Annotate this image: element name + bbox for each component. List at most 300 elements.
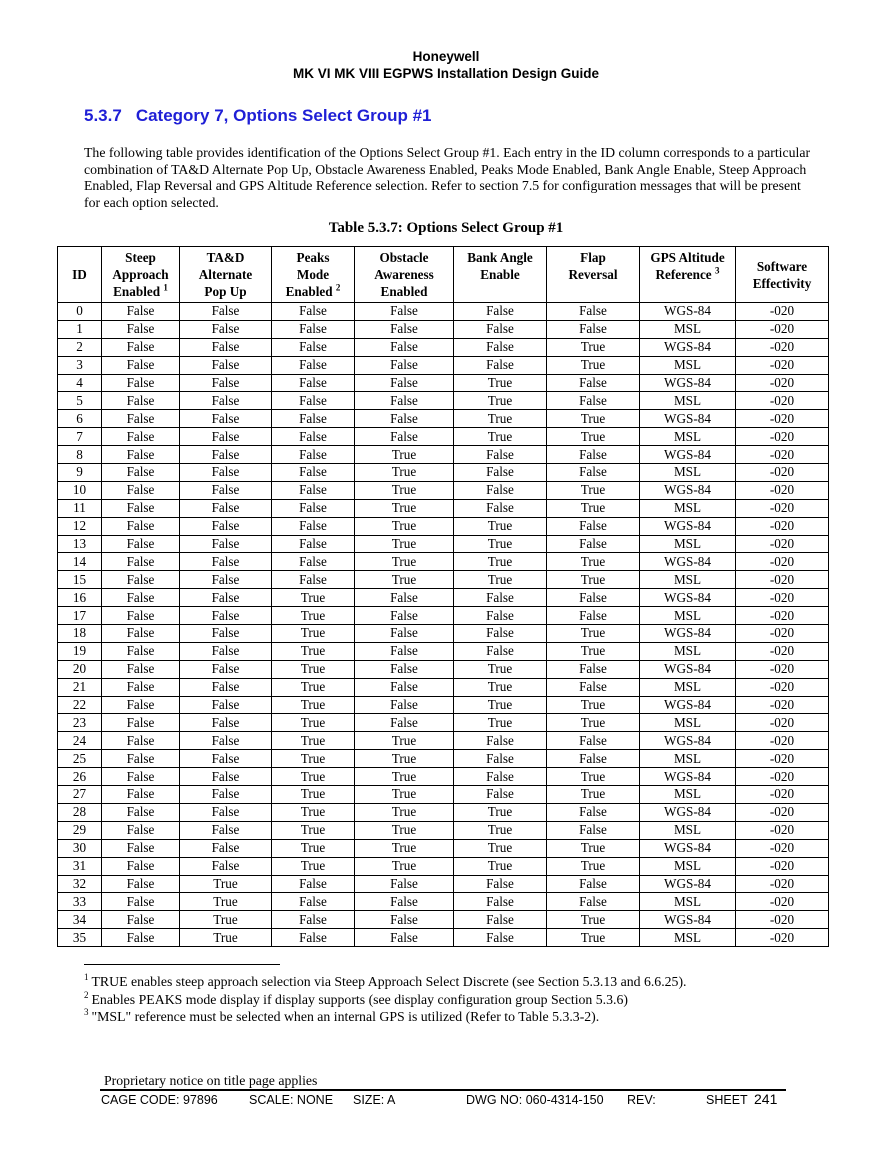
table-cell: True bbox=[547, 768, 640, 786]
table-cell: False bbox=[272, 893, 355, 911]
table-cell: False bbox=[355, 589, 454, 607]
header-bank-angle: Bank Angle Enable bbox=[454, 247, 547, 303]
table-cell: -020 bbox=[736, 803, 829, 821]
table-cell: -020 bbox=[736, 464, 829, 482]
table-cell: -020 bbox=[736, 410, 829, 428]
table-cell: False bbox=[102, 607, 180, 625]
table-cell: False bbox=[180, 303, 272, 321]
table-cell: False bbox=[102, 625, 180, 643]
table-cell: False bbox=[180, 786, 272, 804]
table-cell: False bbox=[102, 839, 180, 857]
table-cell: False bbox=[102, 571, 180, 589]
table-cell: False bbox=[547, 392, 640, 410]
table-cell: WGS-84 bbox=[640, 517, 736, 535]
table-cell: False bbox=[102, 446, 180, 464]
table-cell: True bbox=[272, 607, 355, 625]
table-cell: False bbox=[180, 320, 272, 338]
table-cell: MSL bbox=[640, 607, 736, 625]
table-cell: False bbox=[355, 911, 454, 929]
table-row bbox=[58, 803, 829, 821]
header-flap-reversal: Flap Reversal bbox=[547, 247, 640, 303]
revision: REV: bbox=[627, 1093, 656, 1107]
table-cell: False bbox=[454, 642, 547, 660]
table-cell: False bbox=[355, 625, 454, 643]
table-cell: False bbox=[102, 589, 180, 607]
table-row bbox=[58, 893, 829, 911]
table-cell: False bbox=[355, 929, 454, 947]
table-cell: False bbox=[180, 338, 272, 356]
table-cell: True bbox=[547, 571, 640, 589]
table-cell: False bbox=[102, 517, 180, 535]
header-peaks-mode: Peaks Mode Enabled $^2$ bbox=[272, 247, 355, 303]
table-cell: 29 bbox=[58, 821, 102, 839]
table-cell: -020 bbox=[736, 607, 829, 625]
header-obstacle-awareness: Obstacle Awareness Enabled bbox=[355, 247, 454, 303]
footnote-text: "MSL" reference must be selected when an internal GPS is utilized (Refer to Table 5.3.3-2). bbox=[91, 1009, 600, 1024]
table-cell: False bbox=[454, 750, 547, 768]
table-cell: 9 bbox=[58, 464, 102, 482]
table-cell: True bbox=[454, 374, 547, 392]
table-cell: True bbox=[355, 553, 454, 571]
table-cell: MSL bbox=[640, 571, 736, 589]
table-cell: False bbox=[180, 678, 272, 696]
table-cell: 16 bbox=[58, 589, 102, 607]
table-cell: 28 bbox=[58, 803, 102, 821]
table-cell: True bbox=[454, 714, 547, 732]
table-cell: True bbox=[355, 571, 454, 589]
table-cell: -020 bbox=[736, 660, 829, 678]
table-cell: 6 bbox=[58, 410, 102, 428]
table-cell: False bbox=[454, 464, 547, 482]
table-cell: 2 bbox=[58, 338, 102, 356]
table-cell: MSL bbox=[640, 678, 736, 696]
table-row bbox=[58, 660, 829, 678]
table-cell: False bbox=[102, 660, 180, 678]
table-cell: True bbox=[547, 911, 640, 929]
table-cell: False bbox=[454, 911, 547, 929]
table-cell: False bbox=[547, 660, 640, 678]
table-row bbox=[58, 499, 829, 517]
table-cell: True bbox=[355, 732, 454, 750]
table-cell: MSL bbox=[640, 356, 736, 374]
scale: SCALE: NONE bbox=[249, 1093, 334, 1107]
table-cell: WGS-84 bbox=[640, 803, 736, 821]
table-cell: True bbox=[272, 732, 355, 750]
table-cell: False bbox=[102, 303, 180, 321]
page-header bbox=[0, 48, 892, 82]
table-cell: True bbox=[272, 803, 355, 821]
table-cell: False bbox=[547, 320, 640, 338]
page-footer bbox=[101, 1093, 791, 1111]
table-cell: True bbox=[272, 768, 355, 786]
table-cell: MSL bbox=[640, 714, 736, 732]
table-cell: False bbox=[355, 678, 454, 696]
table-cell: False bbox=[547, 678, 640, 696]
table-cell: False bbox=[180, 571, 272, 589]
footnote-mark: 2 bbox=[84, 989, 89, 1000]
table-row bbox=[58, 642, 829, 660]
table-cell: False bbox=[102, 464, 180, 482]
sheet-label: SHEET bbox=[706, 1093, 748, 1107]
table-cell: WGS-84 bbox=[640, 696, 736, 714]
table-cell: MSL bbox=[640, 535, 736, 553]
document-title: MK VI MK VIII EGPWS Installation Design Guide bbox=[292, 66, 600, 81]
table-cell: False bbox=[180, 356, 272, 374]
table-cell: False bbox=[547, 893, 640, 911]
table-cell: -020 bbox=[736, 428, 829, 446]
table-cell: False bbox=[355, 875, 454, 893]
table-cell: False bbox=[272, 338, 355, 356]
table-cell: -020 bbox=[736, 589, 829, 607]
table-cell: False bbox=[102, 320, 180, 338]
table-cell: False bbox=[272, 303, 355, 321]
table-cell: False bbox=[272, 911, 355, 929]
header-id: ID bbox=[58, 247, 102, 303]
table-cell: False bbox=[102, 821, 180, 839]
header-tad-alternate: TA&D Alternate Pop Up bbox=[180, 247, 272, 303]
table-cell: False bbox=[454, 499, 547, 517]
table-row bbox=[58, 625, 829, 643]
table-cell: WGS-84 bbox=[640, 660, 736, 678]
table-cell: -020 bbox=[736, 911, 829, 929]
table-cell: -020 bbox=[736, 642, 829, 660]
table-cell: False bbox=[180, 446, 272, 464]
table-cell: False bbox=[547, 875, 640, 893]
table-cell: -020 bbox=[736, 392, 829, 410]
table-cell: MSL bbox=[640, 821, 736, 839]
table-cell: WGS-84 bbox=[640, 875, 736, 893]
table-cell: False bbox=[454, 732, 547, 750]
table-cell: False bbox=[547, 607, 640, 625]
table-cell: -020 bbox=[736, 553, 829, 571]
table-cell: False bbox=[102, 929, 180, 947]
table-cell: True bbox=[454, 678, 547, 696]
table-cell: False bbox=[454, 320, 547, 338]
table-cell: -020 bbox=[736, 750, 829, 768]
table-cell: 27 bbox=[58, 786, 102, 804]
table-cell: MSL bbox=[640, 893, 736, 911]
table-cell: False bbox=[102, 356, 180, 374]
drawing-number: DWG NO: 060-4314-150 bbox=[466, 1093, 604, 1107]
table-cell: 8 bbox=[58, 446, 102, 464]
table-cell: False bbox=[102, 481, 180, 499]
company-name: Honeywell bbox=[412, 49, 480, 64]
table-cell: WGS-84 bbox=[640, 553, 736, 571]
table-row bbox=[58, 678, 829, 696]
section-heading bbox=[84, 106, 432, 126]
table-cell: True bbox=[454, 553, 547, 571]
table-cell: False bbox=[102, 750, 180, 768]
table-cell: False bbox=[355, 303, 454, 321]
table-cell: -020 bbox=[736, 517, 829, 535]
table-cell: False bbox=[454, 768, 547, 786]
table-cell: WGS-84 bbox=[640, 446, 736, 464]
table-cell: MSL bbox=[640, 642, 736, 660]
table-row bbox=[58, 768, 829, 786]
table-cell: False bbox=[102, 857, 180, 875]
table-cell: -020 bbox=[736, 821, 829, 839]
table-cell: True bbox=[454, 857, 547, 875]
table-cell: False bbox=[547, 732, 640, 750]
table-cell: -020 bbox=[736, 303, 829, 321]
table-cell: True bbox=[272, 714, 355, 732]
table-cell: True bbox=[272, 786, 355, 804]
table-cell: True bbox=[454, 410, 547, 428]
footnote-text: TRUE enables steep approach selection via Steep Approach Select Discrete (see Section 5.3.13 and 6.6.25). bbox=[91, 974, 687, 989]
table-cell: True bbox=[272, 839, 355, 857]
table-cell: 18 bbox=[58, 625, 102, 643]
table-cell: False bbox=[272, 374, 355, 392]
table-cell: MSL bbox=[640, 786, 736, 804]
table-cell: -020 bbox=[736, 875, 829, 893]
table-cell: False bbox=[102, 499, 180, 517]
table-cell: False bbox=[102, 893, 180, 911]
table-cell: False bbox=[102, 338, 180, 356]
table-row bbox=[58, 464, 829, 482]
table-cell: False bbox=[547, 803, 640, 821]
table-cell: False bbox=[272, 929, 355, 947]
table-cell: WGS-84 bbox=[640, 732, 736, 750]
table-row bbox=[58, 356, 829, 374]
table-cell: -020 bbox=[736, 446, 829, 464]
header-gps-altitude: GPS Altitude Reference $^3$ bbox=[640, 247, 736, 303]
table-cell: True bbox=[454, 839, 547, 857]
table-row bbox=[58, 428, 829, 446]
table-cell: False bbox=[180, 481, 272, 499]
table-cell: True bbox=[355, 446, 454, 464]
footnote bbox=[84, 1008, 844, 1026]
table-cell: False bbox=[180, 535, 272, 553]
table-cell: False bbox=[355, 696, 454, 714]
table-cell: False bbox=[102, 642, 180, 660]
table-cell: MSL bbox=[640, 320, 736, 338]
table-cell: True bbox=[355, 821, 454, 839]
table-cell: 24 bbox=[58, 732, 102, 750]
table-row bbox=[58, 607, 829, 625]
table-cell: False bbox=[272, 356, 355, 374]
table-caption: Table 5.3.7: Options Select Group #1 bbox=[328, 220, 564, 236]
table-cell: True bbox=[454, 571, 547, 589]
table-cell: True bbox=[547, 553, 640, 571]
table-cell: True bbox=[180, 911, 272, 929]
table-cell: False bbox=[355, 392, 454, 410]
table-cell: 0 bbox=[58, 303, 102, 321]
table-cell: True bbox=[355, 857, 454, 875]
table-cell: True bbox=[454, 660, 547, 678]
table-cell: False bbox=[355, 374, 454, 392]
table-cell: 21 bbox=[58, 678, 102, 696]
header-steep-approach: Steep Approach Enabled $^1$ bbox=[102, 247, 180, 303]
table-row bbox=[58, 786, 829, 804]
table-cell: 33 bbox=[58, 893, 102, 911]
table-cell: True bbox=[355, 535, 454, 553]
table-row bbox=[58, 374, 829, 392]
proprietary-notice: Proprietary notice on title page applies bbox=[104, 1073, 318, 1088]
table-cell: False bbox=[180, 839, 272, 857]
table-cell: MSL bbox=[640, 857, 736, 875]
table-row bbox=[58, 696, 829, 714]
table-cell: True bbox=[547, 696, 640, 714]
table-row bbox=[58, 857, 829, 875]
table-row bbox=[58, 320, 829, 338]
table-cell: False bbox=[355, 320, 454, 338]
table-cell: True bbox=[272, 589, 355, 607]
table-cell: False bbox=[102, 410, 180, 428]
table-cell: True bbox=[355, 517, 454, 535]
table-cell: False bbox=[355, 714, 454, 732]
table-cell: False bbox=[355, 338, 454, 356]
table-cell: True bbox=[547, 356, 640, 374]
sheet-number: 241 bbox=[754, 1091, 778, 1107]
table-cell: False bbox=[454, 929, 547, 947]
table-row bbox=[58, 392, 829, 410]
table-cell: True bbox=[355, 786, 454, 804]
table-cell: False bbox=[102, 803, 180, 821]
table-cell: False bbox=[102, 875, 180, 893]
table-cell: False bbox=[180, 660, 272, 678]
table-cell: -020 bbox=[736, 714, 829, 732]
table-cell: True bbox=[547, 929, 640, 947]
table-cell: 34 bbox=[58, 911, 102, 929]
table-row bbox=[58, 821, 829, 839]
table-cell: False bbox=[547, 464, 640, 482]
table-cell: False bbox=[355, 607, 454, 625]
table-cell: False bbox=[102, 678, 180, 696]
size: SIZE: A bbox=[353, 1093, 396, 1107]
table-cell: False bbox=[102, 714, 180, 732]
footnote-mark: 1 bbox=[84, 972, 89, 983]
table-cell: True bbox=[272, 678, 355, 696]
footnote-ref: 1 bbox=[163, 282, 168, 293]
table-cell: True bbox=[272, 696, 355, 714]
table-cell: False bbox=[272, 392, 355, 410]
table-row bbox=[58, 911, 829, 929]
table-cell: False bbox=[102, 786, 180, 804]
table-cell: WGS-84 bbox=[640, 410, 736, 428]
table-cell: -020 bbox=[736, 893, 829, 911]
footnote-ref: 2 bbox=[335, 282, 341, 293]
table-cell: False bbox=[547, 446, 640, 464]
footnote-ref: 3 bbox=[714, 265, 720, 276]
table-cell: False bbox=[454, 589, 547, 607]
table-cell: 4 bbox=[58, 374, 102, 392]
table-cell: False bbox=[180, 553, 272, 571]
table-cell: -020 bbox=[736, 857, 829, 875]
table-cell: True bbox=[454, 821, 547, 839]
table-cell: 3 bbox=[58, 356, 102, 374]
table-cell: True bbox=[180, 929, 272, 947]
table-cell: True bbox=[454, 535, 547, 553]
table-cell: 14 bbox=[58, 553, 102, 571]
table-cell: True bbox=[547, 714, 640, 732]
table-cell: False bbox=[454, 481, 547, 499]
table-cell: True bbox=[272, 642, 355, 660]
table-cell: True bbox=[355, 499, 454, 517]
table-cell: True bbox=[547, 481, 640, 499]
table-cell: False bbox=[547, 750, 640, 768]
table-cell: 11 bbox=[58, 499, 102, 517]
table-cell: False bbox=[454, 607, 547, 625]
table-cell: False bbox=[355, 356, 454, 374]
table-header-row bbox=[58, 247, 829, 303]
table-cell: False bbox=[272, 446, 355, 464]
table-cell: 12 bbox=[58, 517, 102, 535]
table-cell: False bbox=[355, 893, 454, 911]
table-cell: False bbox=[454, 893, 547, 911]
table-cell: -020 bbox=[736, 678, 829, 696]
table-row bbox=[58, 410, 829, 428]
table-cell: WGS-84 bbox=[640, 589, 736, 607]
table-cell: True bbox=[547, 625, 640, 643]
table-cell: False bbox=[272, 481, 355, 499]
table-row bbox=[58, 338, 829, 356]
table-cell: 31 bbox=[58, 857, 102, 875]
table-cell: WGS-84 bbox=[640, 625, 736, 643]
table-cell: -020 bbox=[736, 338, 829, 356]
table-row bbox=[58, 303, 829, 321]
table-cell: False bbox=[180, 517, 272, 535]
table-cell: True bbox=[272, 750, 355, 768]
table-cell: True bbox=[547, 786, 640, 804]
table-cell: 7 bbox=[58, 428, 102, 446]
table-cell: False bbox=[102, 732, 180, 750]
table-cell: False bbox=[272, 535, 355, 553]
table-cell: False bbox=[180, 768, 272, 786]
table-cell: False bbox=[180, 750, 272, 768]
table-cell: True bbox=[547, 642, 640, 660]
table-cell: MSL bbox=[640, 464, 736, 482]
table-cell: True bbox=[454, 428, 547, 446]
table-cell: True bbox=[454, 517, 547, 535]
table-cell: True bbox=[355, 464, 454, 482]
header-software-effectivity: Software Effectivity bbox=[736, 247, 829, 303]
table-cell: 20 bbox=[58, 660, 102, 678]
table-cell: True bbox=[454, 803, 547, 821]
table-cell: False bbox=[355, 660, 454, 678]
table-row bbox=[58, 535, 829, 553]
table-cell: False bbox=[272, 571, 355, 589]
table-cell: 25 bbox=[58, 750, 102, 768]
table-cell: False bbox=[454, 338, 547, 356]
table-row bbox=[58, 571, 829, 589]
table-cell: MSL bbox=[640, 750, 736, 768]
table-cell: True bbox=[272, 821, 355, 839]
table-cell: False bbox=[180, 607, 272, 625]
options-select-table bbox=[57, 246, 829, 947]
table-cell: -020 bbox=[736, 481, 829, 499]
table-cell: False bbox=[272, 517, 355, 535]
table-cell: False bbox=[180, 714, 272, 732]
table-cell: False bbox=[180, 625, 272, 643]
table-cell: False bbox=[180, 589, 272, 607]
table-cell: MSL bbox=[640, 392, 736, 410]
table-cell: MSL bbox=[640, 499, 736, 517]
table-body bbox=[58, 303, 829, 947]
table-cell: False bbox=[180, 857, 272, 875]
table-cell: -020 bbox=[736, 374, 829, 392]
table-cell: True bbox=[547, 499, 640, 517]
table-cell: True bbox=[272, 625, 355, 643]
footer-rule bbox=[100, 1089, 786, 1091]
table-cell: True bbox=[355, 481, 454, 499]
table-cell: WGS-84 bbox=[640, 839, 736, 857]
table-cell: False bbox=[454, 303, 547, 321]
table-cell: False bbox=[272, 875, 355, 893]
table-cell: WGS-84 bbox=[640, 303, 736, 321]
section-number: 5.3.7 bbox=[84, 106, 122, 125]
table-cell: -020 bbox=[736, 625, 829, 643]
table-cell: False bbox=[180, 696, 272, 714]
